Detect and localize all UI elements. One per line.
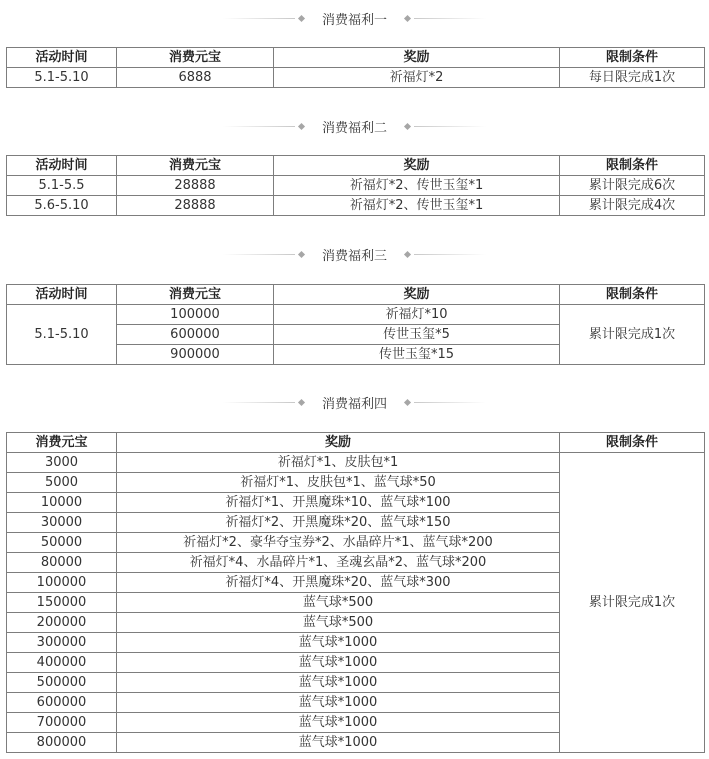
cell-reward: 祈福灯*1、开黑魔珠*10、蓝气球*100 [117,493,560,513]
cell-amount: 300000 [7,633,117,653]
cell-amount: 80000 [7,553,117,573]
cell-reward: 蓝气球*1000 [117,693,560,713]
cell-reward: 蓝气球*1000 [117,733,560,753]
cell-time: 5.1-5.5 [7,176,117,196]
cell-reward: 蓝气球*500 [117,593,560,613]
divider-line [414,126,486,127]
cell-time: 5.6-5.10 [7,196,117,216]
section-title: 消费福利四 [321,396,387,412]
header-amount: 消费元宝 [117,156,274,176]
diamond-icon [298,250,305,257]
table-row [7,176,705,196]
header-reward: 奖励 [274,156,560,176]
table-row [7,68,705,88]
divider-line [223,254,295,255]
header-time: 活动时间 [7,48,117,68]
cell-reward: 蓝气球*1000 [117,633,560,653]
cell-reward: 祈福灯*2、传世玉玺*1 [274,176,560,196]
cell-amount: 600000 [7,693,117,713]
header-time: 活动时间 [7,285,117,305]
cell-reward: 蓝气球*1000 [117,653,560,673]
cell-amount: 150000 [7,593,117,613]
section-3-table [6,284,705,365]
cell-limit: 累计限完成6次 [560,176,705,196]
cell-time: 5.1-5.10 [7,305,117,365]
diamond-icon [404,14,411,21]
header-limit: 限制条件 [560,433,705,453]
header-limit: 限制条件 [560,156,705,176]
section-3-heading [0,244,709,264]
table-row [7,196,705,216]
cell-amount: 700000 [7,713,117,733]
diamond-icon [404,122,411,129]
cell-reward: 祈福灯*2 [274,68,560,88]
header-limit: 限制条件 [560,48,705,68]
cell-reward: 传世玉玺*15 [274,345,560,365]
cell-amount: 28888 [117,196,274,216]
cell-reward: 蓝气球*1000 [117,673,560,693]
cell-amount: 100000 [117,305,274,325]
cell-amount: 10000 [7,493,117,513]
section-1-heading [0,8,709,28]
cell-reward: 蓝气球*500 [117,613,560,633]
cell-reward: 祈福灯*2、传世玉玺*1 [274,196,560,216]
cell-limit: 每日限完成1次 [560,68,705,88]
cell-amount: 400000 [7,653,117,673]
diamond-icon [298,398,305,405]
section-4-heading [0,392,709,412]
diamond-icon [298,122,305,129]
section-1-table [6,47,705,88]
cell-reward: 祈福灯*1、皮肤包*1、蓝气球*50 [117,473,560,493]
cell-time: 5.1-5.10 [7,68,117,88]
divider-line [223,402,295,403]
header-amount: 消费元宝 [117,285,274,305]
header-amount: 消费元宝 [117,48,274,68]
header-time: 活动时间 [7,156,117,176]
cell-amount: 28888 [117,176,274,196]
cell-reward: 祈福灯*1、皮肤包*1 [117,453,560,473]
header-reward: 奖励 [274,285,560,305]
section-4-table [6,432,705,753]
cell-amount: 3000 [7,453,117,473]
cell-reward: 祈福灯*2、开黑魔珠*20、蓝气球*150 [117,513,560,533]
cell-limit: 累计限完成1次 [560,305,705,365]
header-reward: 奖励 [274,48,560,68]
header-amount: 消费元宝 [7,433,117,453]
table-row [7,305,705,325]
section-title: 消费福利三 [321,248,387,264]
cell-reward: 祈福灯*4、水晶碎片*1、圣魂玄晶*2、蓝气球*200 [117,553,560,573]
table-header-row [7,48,705,68]
section-title: 消费福利二 [321,120,387,136]
cell-limit: 累计限完成4次 [560,196,705,216]
cell-amount: 50000 [7,533,117,553]
cell-amount: 30000 [7,513,117,533]
divider-line [414,402,486,403]
cell-amount: 200000 [7,613,117,633]
cell-amount: 800000 [7,733,117,753]
section-2-table [6,155,705,216]
cell-amount: 600000 [117,325,274,345]
header-reward: 奖励 [117,433,560,453]
section-title: 消费福利一 [321,12,387,28]
diamond-icon [298,14,305,21]
table-header-row [7,156,705,176]
diamond-icon [404,398,411,405]
cell-reward: 传世玉玺*5 [274,325,560,345]
cell-amount: 500000 [7,673,117,693]
diamond-icon [404,250,411,257]
cell-amount: 6888 [117,68,274,88]
table-header-row [7,285,705,305]
section-2-heading [0,116,709,136]
cell-limit: 累计限完成1次 [560,453,705,753]
cell-reward: 祈福灯*10 [274,305,560,325]
cell-amount: 100000 [7,573,117,593]
divider-line [223,126,295,127]
header-limit: 限制条件 [560,285,705,305]
divider-line [414,18,486,19]
cell-amount: 5000 [7,473,117,493]
cell-amount: 900000 [117,345,274,365]
divider-line [223,18,295,19]
cell-reward: 祈福灯*2、豪华夺宝券*2、水晶碎片*1、蓝气球*200 [117,533,560,553]
divider-line [414,254,486,255]
table-header-row [7,433,705,453]
cell-reward: 蓝气球*1000 [117,713,560,733]
table-row [7,453,705,473]
cell-reward: 祈福灯*4、开黑魔珠*20、蓝气球*300 [117,573,560,593]
